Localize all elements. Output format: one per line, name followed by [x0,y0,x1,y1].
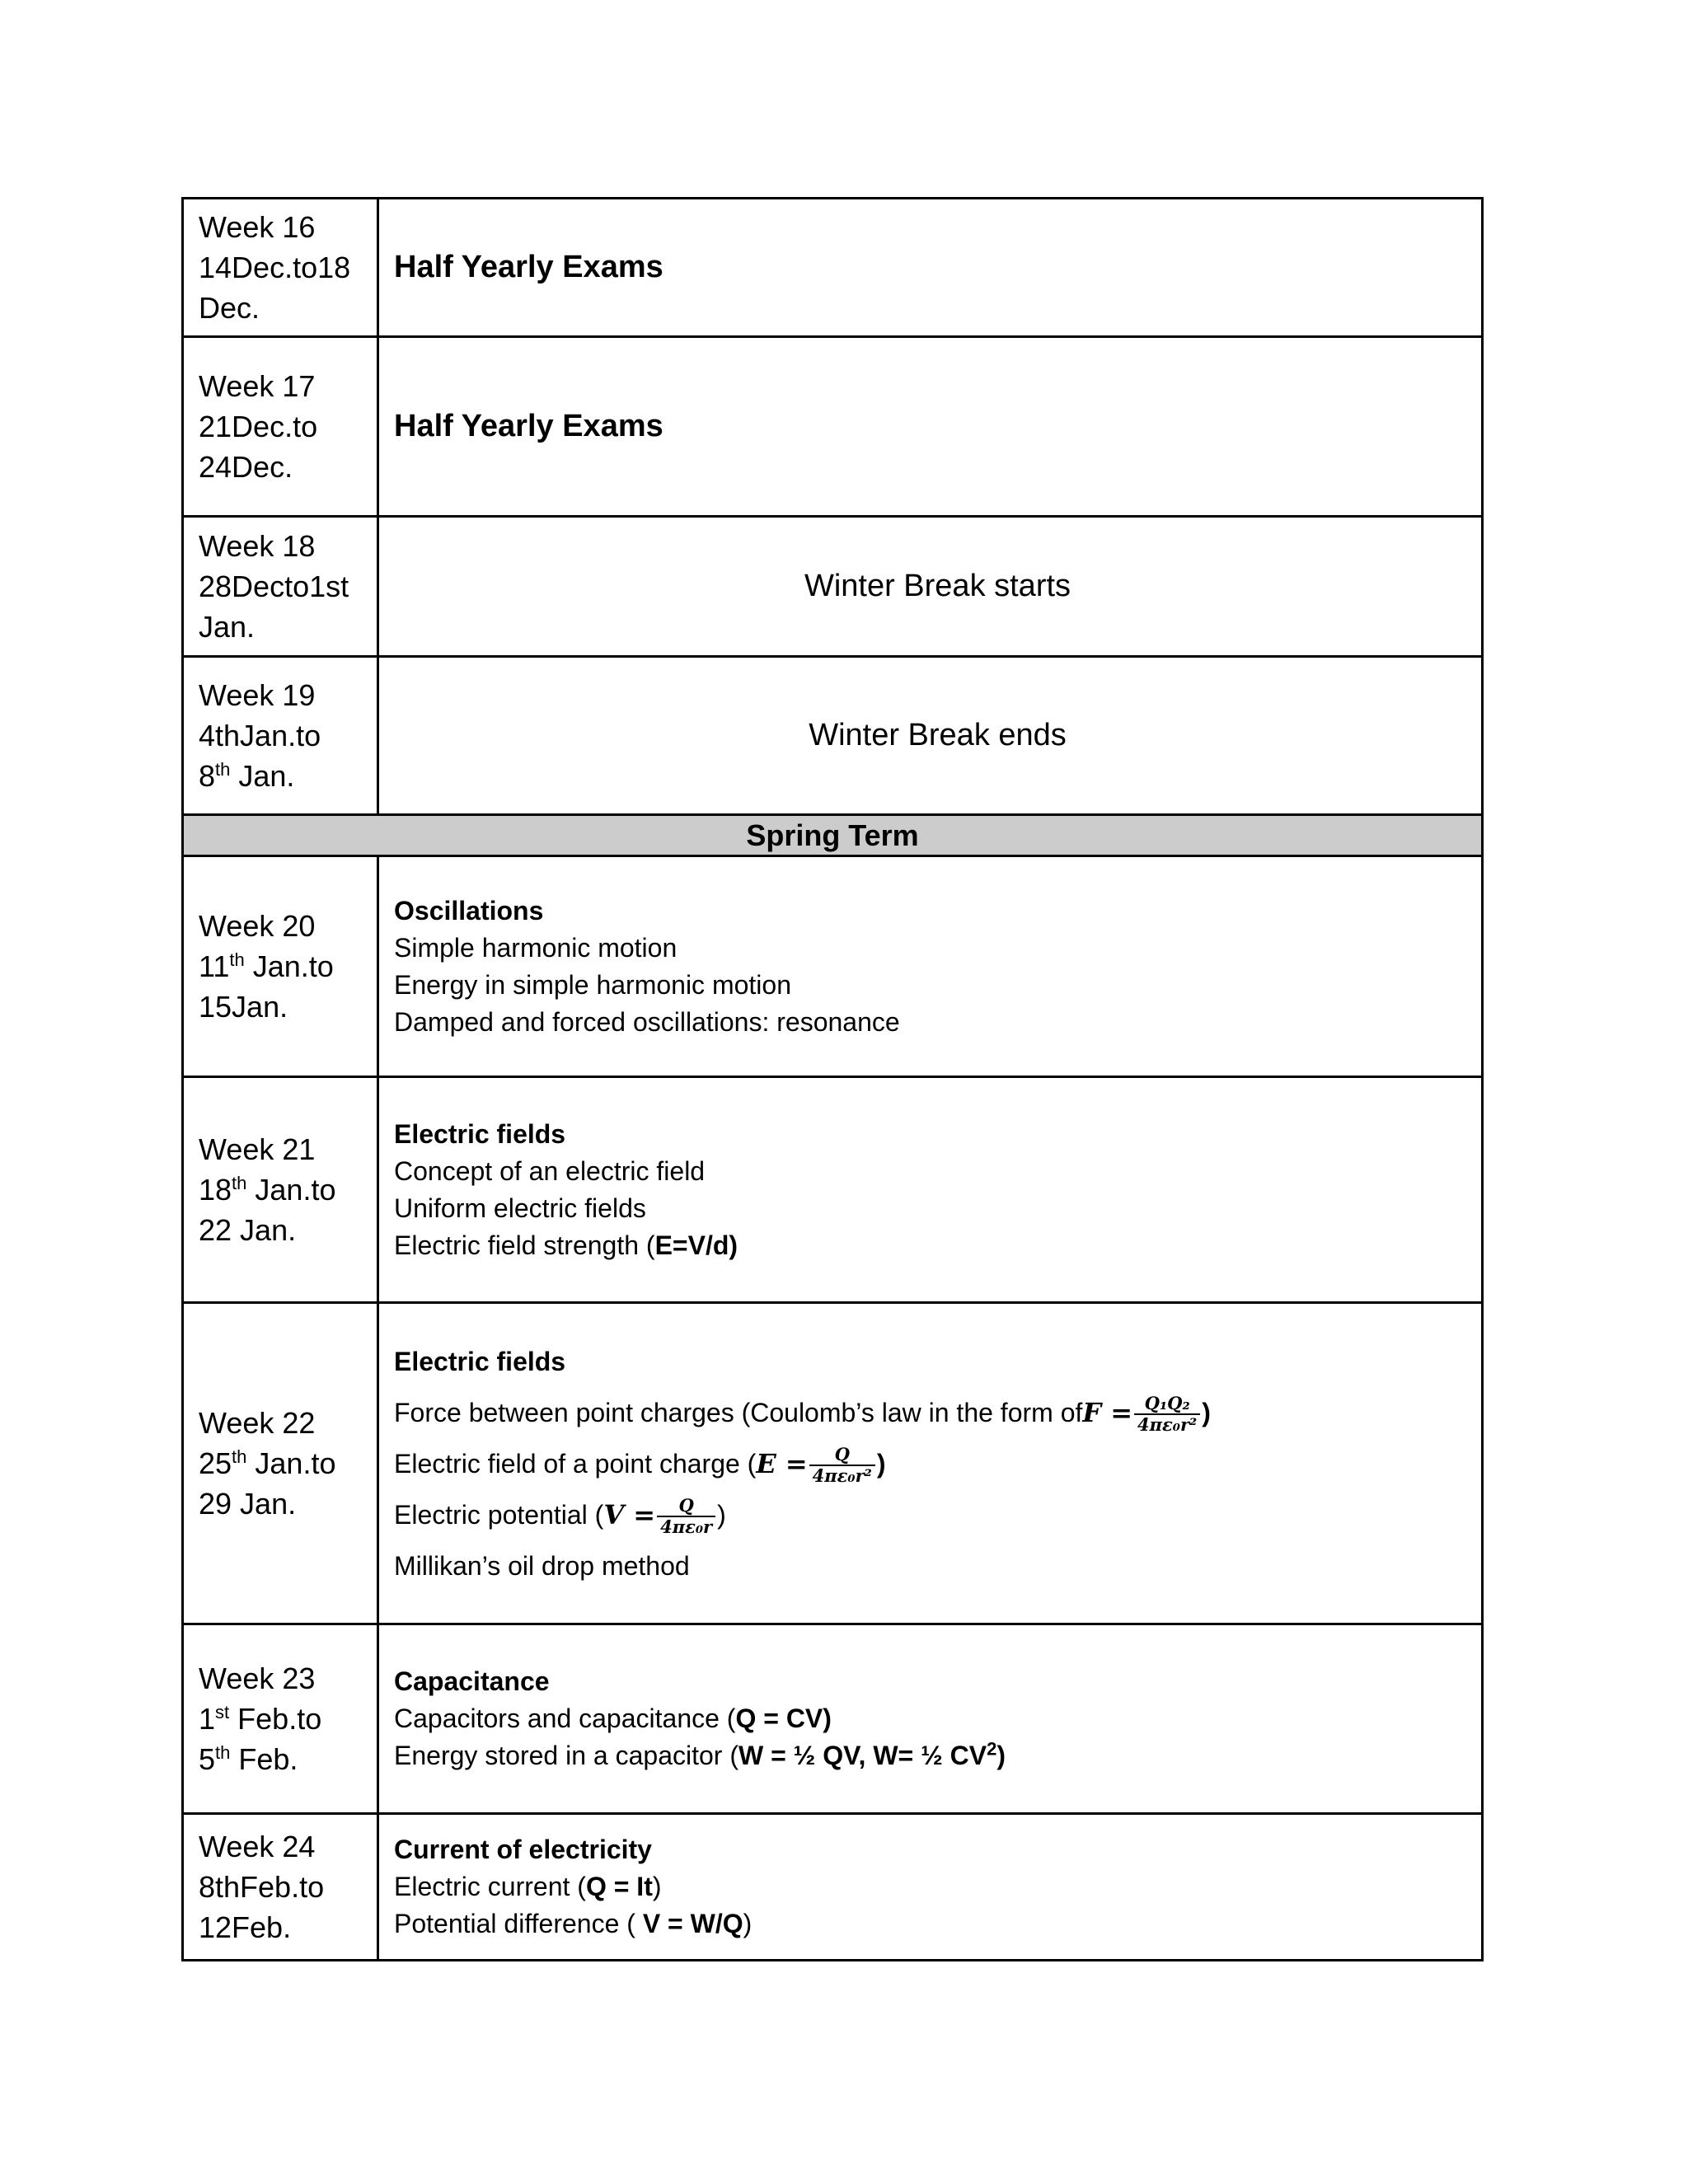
topic-item: Concept of an electric field [394,1155,706,1186]
content-cell [378,856,1483,1077]
content-cell [378,517,1483,657]
week-cell [183,1077,378,1303]
week-dates: 5th Feb. [199,1742,298,1776]
week-cell [183,1303,378,1624]
week-dates: 15Jan. [199,990,288,1024]
table-row [183,1624,1483,1814]
coulomb-formula: $\frac{\text{Q₁Q₂}}{\text{4πε₀r²}}$ [1134,1394,1200,1435]
topic-item: Electric field strength (E=V/d) [394,1230,738,1260]
week-label: Week 23 [199,1661,316,1695]
week-label: Week 24 [199,1830,316,1863]
week-label: Week 18 [199,529,316,563]
topic-item: Damped and forced oscillations: resonance [394,1006,900,1037]
week-cell [183,199,378,337]
topic-title: Current of electricity [394,1835,652,1864]
topic-item: Potential difference ( V = W/Q) [394,1909,753,1938]
table-row [183,856,1483,1077]
week-label: Week 17 [199,369,316,403]
topic-item: Electric field of a point charge (E = $\frac{Q}{\text{4πε₀r²}}$ ) [394,1444,886,1487]
table-row [183,199,1483,337]
topic-item: Simple harmonic motion [394,932,678,963]
weekly-plan-table [181,197,1484,1961]
week-dates: 11th Jan.to [199,949,334,983]
potential-formula: $\frac{Q}{\text{4πε₀r}}$ [657,1496,715,1537]
topic-title: Oscillations [394,895,544,926]
week-dates: Jan. [199,610,256,644]
week-dates: 8th Jan. [199,759,295,793]
week-dates: 29 Jan. [199,1487,297,1521]
topic-item: Energy stored in a capacitor (W = ½ QV, W= ½ $CV^2$) [394,1738,1006,1770]
topic-title: Capacitance [394,1666,550,1696]
week-dates: 14Dec.to18 [199,251,351,284]
week-dates: 1st Feb.to [199,1702,322,1736]
week-dates: 18th Jan.to [199,1173,336,1207]
topic-item: Electric current (Q = It) [394,1872,662,1901]
break-label: Winter Break ends [809,718,1067,752]
topic-item: Electric potential (V = $\frac{Q}{\text{4πε₀r}}$ ) [394,1495,726,1538]
table-row [183,657,1483,815]
week-cell [183,856,378,1077]
topic-item: Energy in simple harmonic motion [394,969,791,1000]
topic-item: Uniform electric fields [394,1193,646,1223]
week-cell [183,517,378,657]
week-cell [183,1624,378,1814]
week-label: Week 20 [199,909,316,943]
topic-title: Electric fields [394,1346,566,1376]
content-cell [378,1303,1483,1624]
week-dates: 21Dec.to [199,410,318,443]
week-dates: Dec. [199,291,260,325]
week-dates: 12Feb. [199,1910,292,1944]
week-dates: 28Decto1st [199,569,349,603]
week-label: Week 16 [199,210,316,244]
topic-item: Force between point charges (Coulomb’s law in the form ofF = $\frac{\text{Q₁Q₂}}{\text{4πε₀r²}}$ ) [394,1393,1211,1436]
break-label: Winter Break starts [804,569,1071,603]
week-dates: 22 Jan. [199,1213,297,1247]
content-cell [378,1077,1483,1303]
content-cell [378,199,1483,337]
week-dates: 8thFeb.to [199,1870,325,1904]
content-cell [378,657,1483,815]
week-dates: 25th Jan.to [199,1446,336,1480]
week-label: Week 21 [199,1132,316,1166]
term-header-row [183,815,1483,856]
content-cell [378,337,1483,517]
week-cell [183,337,378,517]
topic-item: Capacitors and capacitance (Q = CV) [394,1704,832,1733]
exam-label: Half Yearly Exams [394,249,663,284]
week-dates: 24Dec. [199,450,293,484]
topic-title: Electric fields [394,1118,566,1149]
table-row [183,337,1483,517]
table-row [183,1077,1483,1303]
week-dates: 4thJan.to [199,719,321,752]
week-label: Week 19 [199,678,316,712]
week-cell [183,1814,378,1961]
content-cell [378,1624,1483,1814]
topic-item: Millikan’s oil drop method [394,1550,690,1581]
table-row [183,1814,1483,1961]
exam-label: Half Yearly Exams [394,408,663,443]
table-row [183,517,1483,657]
week-label: Week 22 [199,1406,316,1440]
content-cell [378,1814,1483,1961]
field-formula: $\frac{Q}{\text{4πε₀r²}}$ [809,1445,875,1486]
table-row [183,1303,1483,1624]
term-header: Spring Term [183,815,1483,856]
week-cell [183,657,378,815]
